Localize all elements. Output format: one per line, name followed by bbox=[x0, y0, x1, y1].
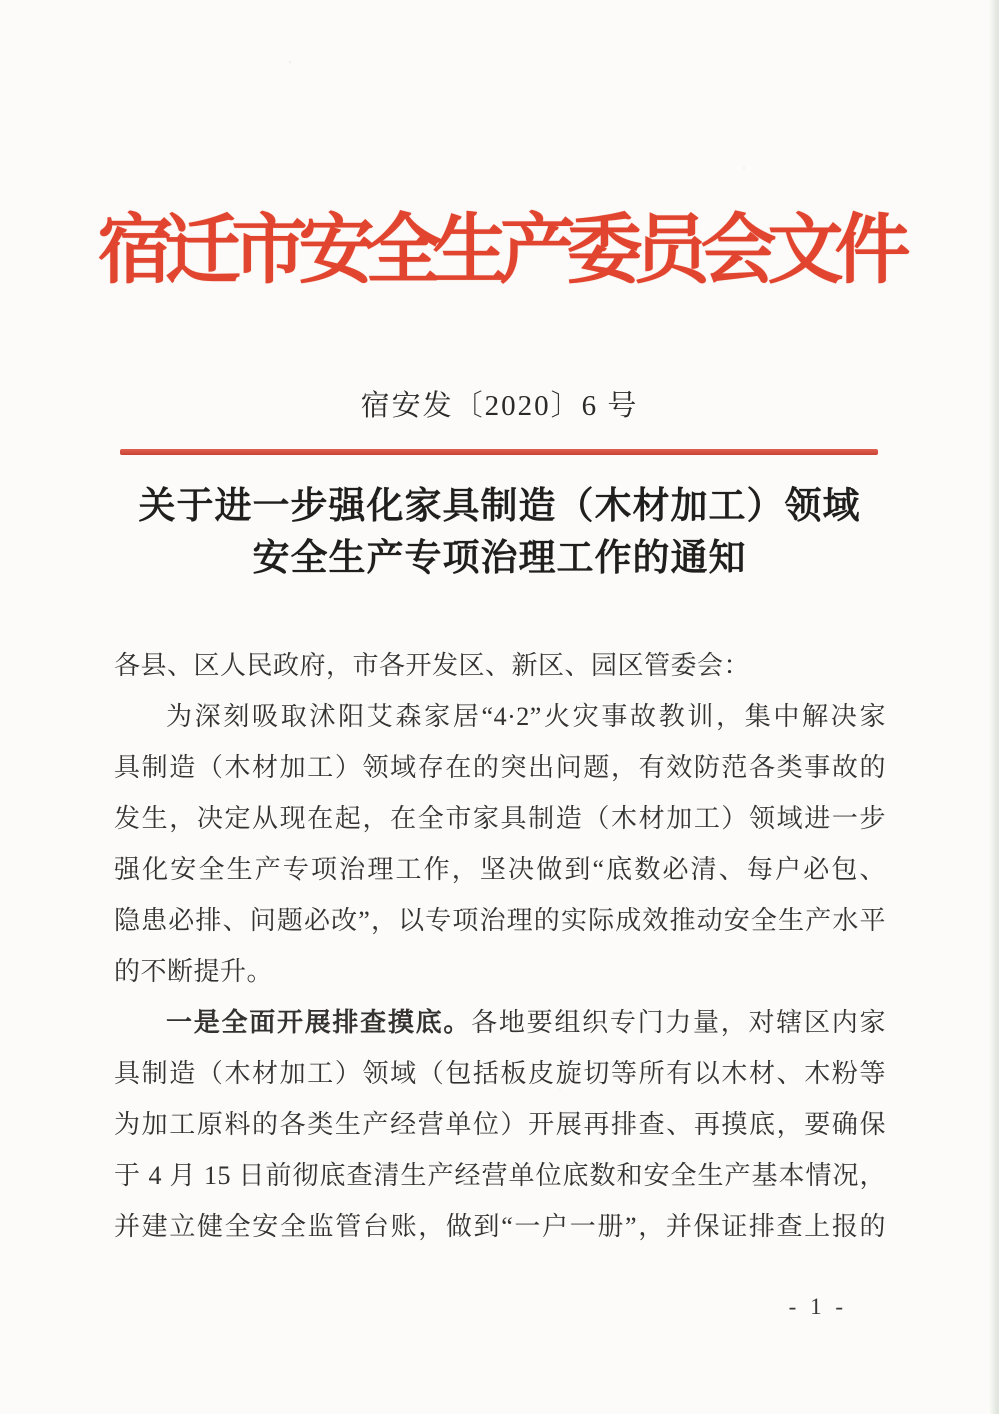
red-divider-line bbox=[120, 449, 878, 455]
body-line: 具制造（木材加工）领域存在的突出问题，有效防范各类事故的 bbox=[114, 753, 886, 782]
body-text bbox=[114, 640, 886, 1252]
notice-title-line2: 安全生产专项治理工作的通知 bbox=[252, 538, 747, 579]
body-line-rest: 各地要组织专门力量，对辖区内家 bbox=[471, 1008, 886, 1037]
body-line: 为深刻吸取沭阳艾森家居“4·2”火灾事故教训，集中解决家 bbox=[166, 702, 886, 731]
body-line: 并建立健全安全监管台账，做到“一户一册”，并保证排查上报的 bbox=[114, 1212, 886, 1241]
body-line: 于 4 月 15 日前彻底查清生产经营单位底数和安全生产基本情况， bbox=[114, 1161, 886, 1190]
salutation-line: 各县、区人民政府，市各开发区、新区、园区管委会： bbox=[114, 651, 751, 680]
document-number: 宿安发〔2020〕6 号 bbox=[360, 390, 639, 422]
body-line bbox=[114, 997, 886, 1048]
bold-lead-in: 一是全面开展排查摸底。 bbox=[166, 1008, 472, 1037]
document-header-title: 宿迁市安全生产委员会文件 bbox=[97, 209, 902, 293]
body-line: 发生，决定从现在起，在全市家具制造（木材加工）领域进一步 bbox=[114, 804, 886, 833]
body-line: 的不断提升。 bbox=[114, 957, 274, 986]
notice-title-line1: 关于进一步强化家具制造（木材加工）领域 bbox=[138, 486, 861, 527]
page-number: - 1 - bbox=[788, 1294, 847, 1319]
body-line: 为加工原料的各类生产经营单位）开展再排查、再摸底，要确保 bbox=[114, 1110, 886, 1139]
body-line: 隐患必排、问题必改”，以专项治理的实际成效推动安全生产水平 bbox=[114, 906, 886, 935]
body-line: 具制造（木材加工）领域（包括板皮旋切等所有以木材、木粉等 bbox=[114, 1059, 886, 1088]
body-line: 强化安全生产专项治理工作，坚决做到“底数必清、每户必包、 bbox=[114, 855, 886, 884]
